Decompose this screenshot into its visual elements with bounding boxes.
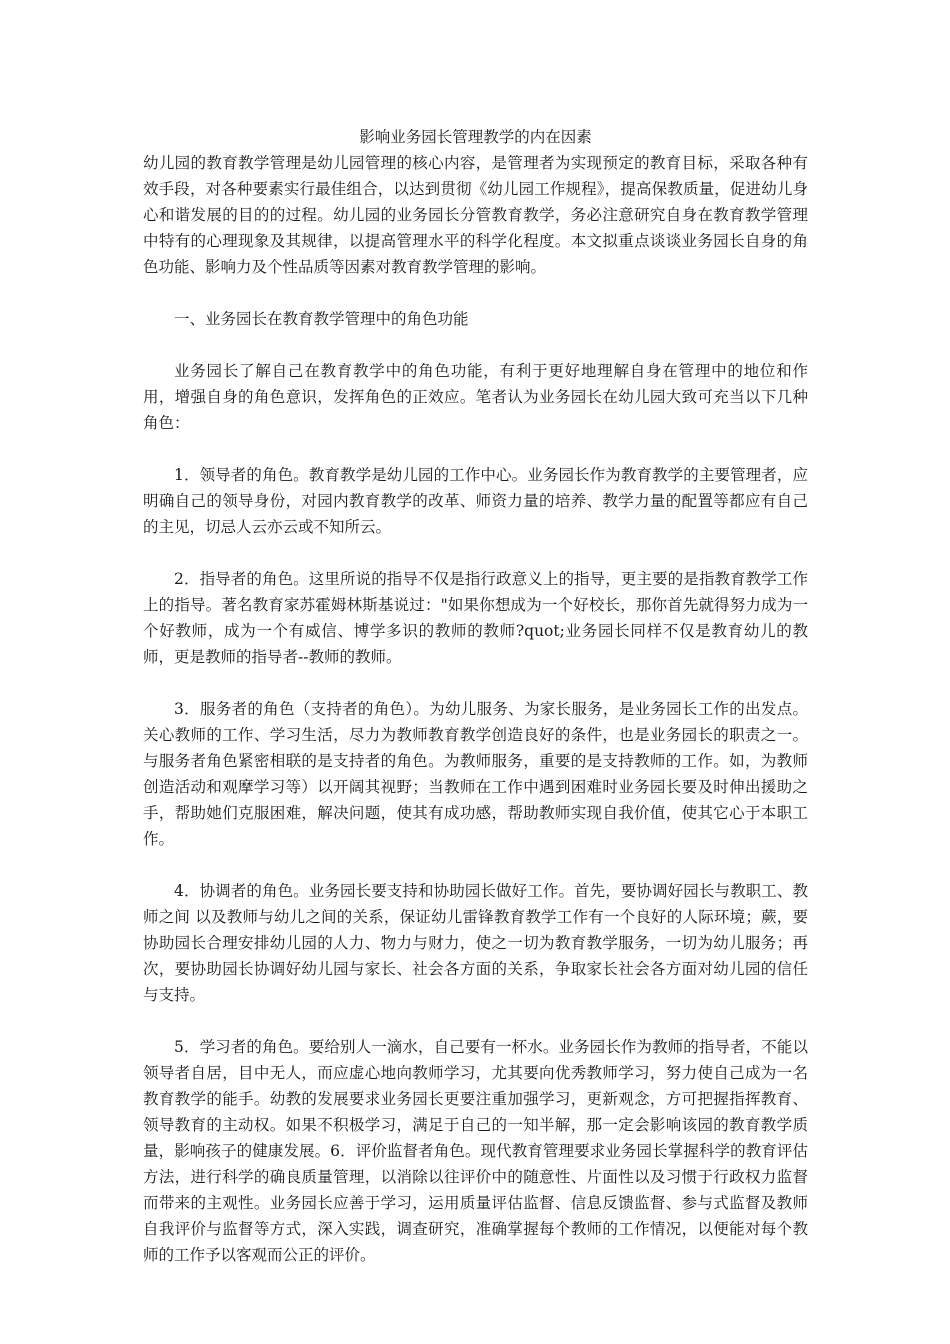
- role-server-paragraph: 3．服务者的角色（支持者的角色）。为幼儿服务、为家长服务，是业务园长工作的出发点。关心教师的工作、学习生活，尽力为教师教育教学创造良好的条件，也是业务园长的职责之一。与服务者角色紧密相联的是支持者的角色。为教师服务，重要的是支持教师的工作。如，为教师创造活动和观摩学习等）以开阔其视野；当教师在工作中遇到困难时业务园长要及时伸出援助之手，帮助她们克服困难，解决问题，使其有成功感，帮助教师实现自我价值，使其它心于本职工作。: [143, 700, 808, 848]
- document-title: 影响业务园长管理教学的内在因素: [359, 128, 592, 146]
- document-page: [143, 124, 808, 1268]
- role-learner-paragraph: 5．学习者的角色。要给别人一滴水，自己要有一杯水。业务园长作为教师的指导者，不能以领导者自居，目中无人，而应虚心地向教师学习，尤其要向优秀教师学习，努力使自己成为一名教育教学的能手。幼教的发展要求业务园长更要注重加强学习，更新观念，方可把握指挥教育、领导教育的主动权。如果不积极学习，满足于自己的一知半解，那一定会影响该园的教育教学质量，影响孩子的健康发展。6．评价监督者角色。现代教育管理要求业务园长掌握科学的教育评估方法，进行科学的确良质量管理，以消除以往评价中的随意性、片面性以及习惯于行政权力监督而带来的主观性。业务园长应善于学习，运用质量评估监督、信息反馈监督、参与式监督及教师自我评价与监督等方式，深入实践，调查研究，准确掌握每个教师的工作情况，以便能对每个教师的工作予以客观而公正的评价。: [143, 1038, 808, 1264]
- role-guide-paragraph: 2．指导者的角色。这里所说的指导不仅是指行政意义上的指导，更主要的是指教育教学工作上的指导。著名教育家苏霍姆林斯基说过："如果你想成为一个好校长，那你首先就得努力成为一个好教师，成为一个有威信、博学多识的教师的教师?quot;业务园长同样不仅是教育幼儿的教师，更是教师的指导者--教师的教师。: [143, 570, 808, 666]
- intro-paragraph: 幼儿园的教育教学管理是幼儿园管理的核心内容，是管理者为实现预定的教育目标，采取各种有效手段，对各种要素实行最佳组合，以达到贯彻《幼儿园工作规程》，提高保教质量，促进幼儿身心和谐发展的目的的过程。幼儿园的业务园长分管教育教学，务必注意研究自身在教育教学管理中特有的心理现象及其规律，以提高管理水平的科学化程度。本文拟重点谈谈业务园长自身的角色功能、影响力及个性品质等因素对教育教学管理的影响。: [143, 154, 808, 276]
- role-leader-paragraph: 1．领导者的角色。教育教学是幼儿园的工作中心。业务园长作为教育教学的主要管理者，应明确自己的领导身份，对园内教育教学的改革、师资力量的培养、教学力量的配置等都应有自己的主见，切忌人云亦云或不知所云。: [143, 466, 808, 536]
- role-coordinator-paragraph: 4．协调者的角色。业务园长要支持和协助园长做好工作。首先，要协调好园长与教职工、教师之间 以及教师与幼儿之间的关系，保证幼儿雷锋教育教学工作有一个良好的人际环境；蕨，要协助园长合理安排幼儿园的人力、物力与财力，使之一切为教育教学服务，一切为幼儿服务；再次，要协助园长协调好幼儿园与家长、社会各方面的关系，争取家长社会各方面对幼儿园的信任与支持。: [143, 882, 808, 1004]
- section-heading: 一、业务园长在教育教学管理中的角色功能: [174, 310, 469, 328]
- section-intro-paragraph: 业务园长了解自己在教育教学中的角色功能，有利于更好地理解自身在管理中的地位和作用，增强自身的角色意识，发挥角色的正效应。笔者认为业务园长在幼儿园大致可充当以下几种角色：: [143, 362, 808, 432]
